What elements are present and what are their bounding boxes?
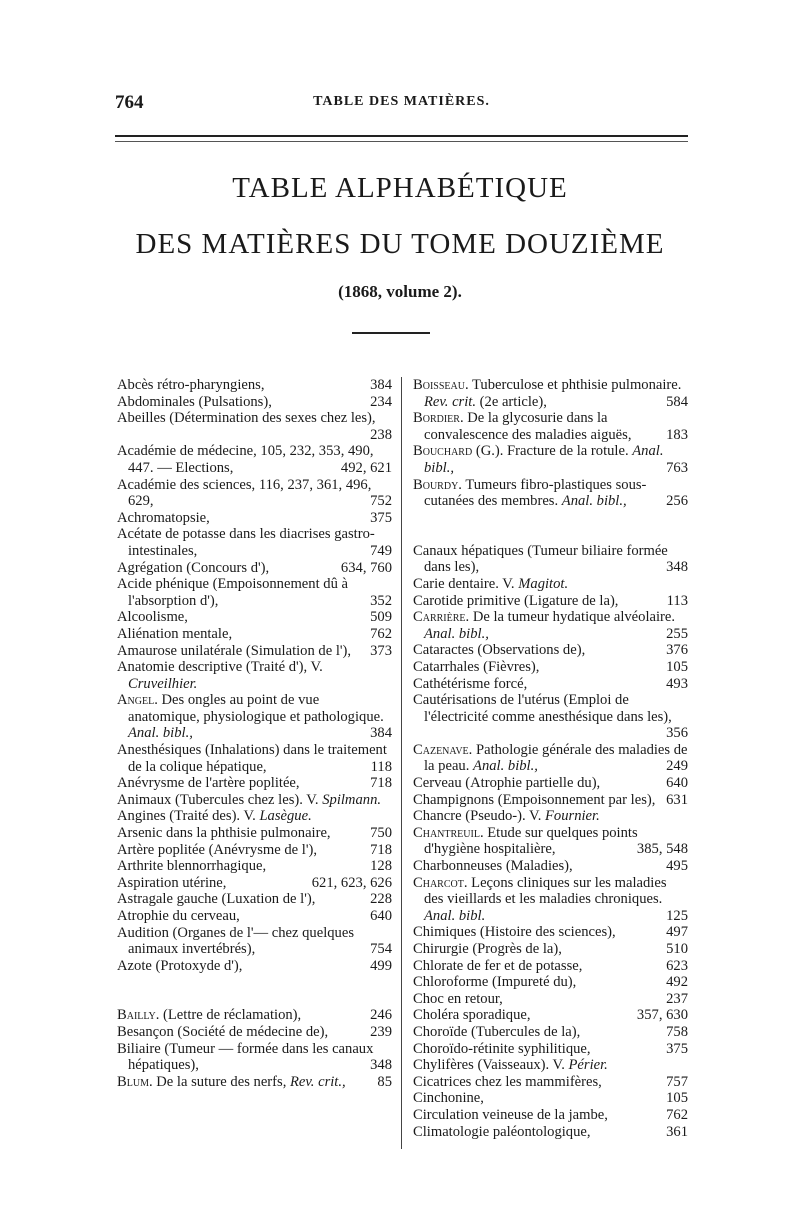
entry-pages: 105 bbox=[666, 658, 688, 675]
entry-pages: 118 bbox=[370, 758, 392, 775]
entry-text: Chlorate de fer et de potasse, bbox=[413, 957, 583, 974]
index-entry bbox=[413, 477, 688, 510]
entry-pages: 509 bbox=[370, 609, 392, 626]
entry-text: Arsenic dans la phthisie pulmonaire, bbox=[117, 825, 331, 842]
entry-pages: 228 bbox=[370, 891, 392, 908]
index-entry bbox=[413, 825, 688, 858]
entry-text: Abcès rétro-pharyngiens, bbox=[117, 377, 265, 393]
index-entry bbox=[413, 609, 688, 642]
index-entry bbox=[413, 941, 688, 958]
entry-pages: 125 bbox=[666, 907, 688, 924]
index-entry bbox=[117, 477, 392, 510]
index-entry bbox=[413, 1124, 688, 1141]
entry-text: Chancre (Pseudo-). V. bbox=[413, 808, 542, 825]
entry-pages: 238 bbox=[370, 426, 392, 443]
entry-pages: 357, 630 bbox=[636, 1007, 688, 1024]
entry-pages: 361 bbox=[666, 1123, 688, 1140]
entry-pages: 384 bbox=[370, 377, 392, 393]
entry-pages: 85 bbox=[377, 1073, 392, 1090]
author-name: Bailly. bbox=[117, 1007, 160, 1024]
index-entry bbox=[117, 526, 392, 559]
entry-pages: 105 bbox=[666, 1090, 688, 1107]
index-entry bbox=[117, 958, 392, 975]
index-entry bbox=[413, 924, 688, 941]
index-entry bbox=[413, 576, 688, 593]
entry-pages: 249 bbox=[666, 758, 688, 775]
entry-pages: 375 bbox=[666, 1040, 688, 1057]
entry-text: Cataractes (Observations de), bbox=[413, 642, 586, 659]
entry-reference: Rev. crit. bbox=[424, 393, 476, 410]
entry-pages: 495 bbox=[666, 858, 688, 875]
index-entry bbox=[117, 659, 392, 692]
entry-text: Acétate de potasse dans les diacrises gastro-intestinales, bbox=[117, 526, 375, 559]
entry-reference: Anal. bibl., bbox=[424, 625, 489, 642]
entry-text: Choc en retour, bbox=[413, 990, 503, 1007]
entry-text: Cautérisations de l'utérus (Emploi de l'électricité comme anesthésique dans les), bbox=[413, 692, 672, 725]
entry-text: (G.). Fracture de la rotule. bbox=[475, 443, 629, 460]
index-entry bbox=[117, 842, 392, 859]
entry-text: Chloroforme (Impureté du), bbox=[413, 974, 577, 991]
entry-text: Chirurgie (Progrès de la), bbox=[413, 941, 562, 957]
entry-pages: 376 bbox=[666, 642, 688, 659]
entry-text: Artère poplitée (Anévrysme de l'), bbox=[117, 841, 317, 858]
index-entry bbox=[413, 642, 688, 659]
entry-text: Aspiration utérine, bbox=[117, 874, 227, 891]
entry-reference: Anal. bibl., bbox=[128, 725, 193, 742]
index-entry bbox=[117, 792, 392, 809]
entry-text: Cinchonine, bbox=[413, 1090, 484, 1107]
entry-pages: 631 bbox=[666, 791, 688, 808]
entry-text: Carie dentaire. V. bbox=[413, 575, 515, 592]
entry-text: Cathétérisme forcé, bbox=[413, 675, 528, 692]
entry-reference: Anal. bibl., bbox=[473, 758, 538, 775]
entry-reference: Anal. bibl., bbox=[424, 443, 664, 476]
entry-pages: 113 bbox=[666, 592, 688, 609]
author-name: Bouchard bbox=[413, 443, 473, 460]
index-entry bbox=[413, 443, 688, 476]
entry-pages: 623 bbox=[666, 957, 688, 974]
entry-text: Achromatopsie, bbox=[117, 509, 210, 526]
entry-text: Anesthésiques (Inhalations) dans le traitement de la colique hépatique, bbox=[117, 742, 387, 775]
entry-text: Choléra sporadique, bbox=[413, 1007, 531, 1024]
index-entry bbox=[413, 377, 688, 410]
title-line-2: DES MATIÈRES DU TOME DOUZIÈME bbox=[135, 228, 665, 260]
entry-text: Etude sur quelques points d'hygiène hospitalière, bbox=[424, 824, 638, 858]
entry-text: Acide phénique (Empoisonnement dû à l'absorption d'), bbox=[117, 576, 349, 609]
index-entry bbox=[117, 626, 392, 643]
index-entry bbox=[413, 974, 688, 991]
index-entry bbox=[117, 825, 392, 842]
index-entry bbox=[413, 410, 688, 443]
entry-text: Aliénation mentale, bbox=[117, 625, 233, 642]
entry-pages: 750 bbox=[370, 825, 392, 842]
index-entry bbox=[117, 808, 392, 825]
index-entry bbox=[117, 576, 392, 609]
entry-reference: Périer. bbox=[568, 1057, 608, 1074]
index-entry bbox=[413, 742, 688, 775]
index-entry bbox=[413, 543, 688, 576]
entry-pages: 749 bbox=[370, 542, 392, 559]
index-column-left bbox=[117, 377, 392, 1090]
entry-pages: 492 bbox=[666, 974, 688, 991]
entry-pages: 348 bbox=[370, 1057, 392, 1074]
entry-pages: 234 bbox=[370, 393, 392, 410]
entry-text: Animaux (Tubercules chez les). V. bbox=[117, 791, 319, 808]
entry-text: Atrophie du cerveau, bbox=[117, 908, 240, 924]
author-name: Bourdy. bbox=[413, 476, 462, 493]
entry-text: Cerveau (Atrophie partielle du), bbox=[413, 775, 601, 792]
entry-text: Tumeurs fibro-plastiques sous-cutanées des membres. bbox=[424, 476, 647, 510]
entry-reference: Fournier. bbox=[545, 808, 600, 825]
index-entry bbox=[117, 891, 392, 908]
entry-text: Des ongles au point de vue anatomique, physiologique et pathologique. bbox=[128, 692, 384, 725]
entry-pages: 356 bbox=[666, 725, 688, 742]
entry-pages: 497 bbox=[666, 924, 688, 941]
entry-text: De la tumeur hydatique alvéolaire. bbox=[472, 609, 676, 626]
entry-text: Cicatrices chez les mammifères, bbox=[413, 1073, 602, 1090]
entry-text: De la glycosurie dans la convalescence des maladies aiguës, bbox=[424, 410, 632, 443]
entry-text: Amaurose unilatérale (Simulation de l'), bbox=[117, 642, 352, 659]
column-divider bbox=[401, 377, 402, 1149]
author-name: Charcot. bbox=[413, 874, 468, 891]
page-number: 764 bbox=[115, 92, 144, 113]
header-rule bbox=[115, 135, 688, 142]
entry-pages: 384 bbox=[370, 725, 392, 742]
entry-pages: 762 bbox=[666, 1106, 688, 1123]
index-entry bbox=[413, 858, 688, 875]
index-entry bbox=[413, 775, 688, 792]
index-entry bbox=[117, 643, 392, 660]
entry-reference: Spilmann. bbox=[322, 791, 382, 808]
entry-pages: 763 bbox=[666, 459, 688, 476]
index-entry bbox=[117, 875, 392, 892]
index-entry bbox=[117, 443, 392, 476]
entry-pages: 640 bbox=[666, 775, 688, 792]
author-name: Chantreuil. bbox=[413, 824, 484, 841]
entry-pages: 762 bbox=[370, 625, 392, 642]
index-entry bbox=[117, 1074, 392, 1091]
running-title: TABLE DES MATIÈRES. bbox=[313, 94, 490, 109]
index-entry bbox=[413, 1041, 688, 1058]
index-entry bbox=[413, 991, 688, 1008]
index-entry bbox=[117, 775, 392, 792]
entry-text: Arthrite blennorrhagique, bbox=[117, 858, 267, 875]
entry-text: Abdominales (Pulsations), bbox=[117, 393, 272, 410]
author-name: Cazenave. bbox=[413, 741, 473, 758]
index-entry bbox=[413, 659, 688, 676]
entry-pages: 493 bbox=[666, 675, 688, 692]
entry-pages: 752 bbox=[370, 493, 392, 510]
author-name: Angel. bbox=[117, 692, 158, 709]
entry-pages: 757 bbox=[666, 1073, 688, 1090]
entry-pages: 239 bbox=[370, 1023, 392, 1040]
entry-text: Chylifères (Vaisseaux). V. bbox=[413, 1057, 565, 1074]
entry-pages: 718 bbox=[370, 775, 392, 792]
entry-text: Choroïdo-rétinite syphilitique, bbox=[413, 1040, 591, 1057]
index-entry bbox=[413, 1074, 688, 1091]
index-entry bbox=[413, 1024, 688, 1041]
index-entry bbox=[117, 510, 392, 527]
index-entry bbox=[413, 1090, 688, 1107]
entry-pages: 634, 760 bbox=[340, 559, 392, 576]
entry-pages: 183 bbox=[666, 426, 688, 443]
entry-text: Académie des sciences, 116, 237, 361, 496, 629, bbox=[117, 476, 372, 510]
entry-text: Biliaire (Tumeur — formée dans les canaux hépatiques), bbox=[117, 1040, 374, 1074]
running-head bbox=[115, 92, 688, 116]
entry-reference: Lasègue. bbox=[259, 808, 312, 825]
index-entry bbox=[413, 792, 688, 809]
index-entry bbox=[413, 1007, 688, 1024]
entry-pages: 640 bbox=[370, 908, 392, 924]
entry-pages: 499 bbox=[370, 957, 392, 974]
index-entry bbox=[117, 410, 392, 443]
entry-pages: 352 bbox=[370, 592, 392, 609]
entry-reference: Magitot. bbox=[518, 575, 569, 592]
entry-pages: 510 bbox=[666, 941, 688, 957]
index-entry bbox=[117, 858, 392, 875]
entry-pages: 492, 621 bbox=[340, 459, 392, 476]
entry-text: Anévrysme de l'artère poplitée, bbox=[117, 775, 300, 792]
index-entry bbox=[413, 1107, 688, 1124]
entry-pages: 256 bbox=[666, 493, 688, 510]
index-entry bbox=[117, 394, 392, 411]
entry-text: Charbonneuses (Maladies), bbox=[413, 858, 573, 875]
entry-extra: (2e article), bbox=[479, 393, 547, 410]
entry-pages: 621, 623, 626 bbox=[311, 874, 392, 891]
entry-text: Académie de médecine, 105, 232, 353, 490, 447. — Elections, bbox=[117, 443, 374, 476]
entry-text: Agrégation (Concours d'), bbox=[117, 559, 270, 576]
index-entry bbox=[413, 808, 688, 825]
index-entry bbox=[117, 609, 392, 626]
entry-pages: 246 bbox=[370, 1007, 392, 1024]
author-name: Bordier. bbox=[413, 410, 464, 427]
entry-reference: Anal. bibl., bbox=[561, 493, 627, 510]
entry-reference: Cruveilhier. bbox=[128, 675, 198, 692]
title-divider bbox=[352, 332, 430, 334]
index-column-right bbox=[413, 377, 688, 1140]
index-entry bbox=[117, 742, 392, 775]
entry-pages: 754 bbox=[370, 941, 392, 958]
entry-text: Anatomie descriptive (Traité d'), V. bbox=[117, 659, 323, 676]
index-entry bbox=[117, 1041, 392, 1074]
index-entry bbox=[117, 377, 392, 394]
author-name: Boisseau. bbox=[413, 377, 469, 393]
entry-text: Audition (Organes de l'— chez quelques animaux invertébrés), bbox=[117, 924, 355, 958]
entry-text: Alcoolisme, bbox=[117, 609, 188, 626]
entry-text: Catarrhales (Fièvres), bbox=[413, 658, 540, 675]
author-name: Carrière. bbox=[413, 609, 470, 626]
index-entry bbox=[413, 875, 688, 925]
index-entry bbox=[117, 925, 392, 958]
entry-text: Carotide primitive (Ligature de la), bbox=[413, 592, 619, 609]
entry-pages: 373 bbox=[370, 642, 392, 659]
entry-text: Chimiques (Histoire des sciences), bbox=[413, 924, 616, 941]
entry-pages: 758 bbox=[666, 1023, 688, 1040]
entry-text: Champignons (Empoisonnement par les), bbox=[413, 791, 656, 808]
entry-text: Angines (Traité des). V. bbox=[117, 808, 256, 825]
entry-text: Pathologie générale des maladies de la peau. bbox=[424, 741, 688, 775]
entry-text: Leçons cliniques sur les maladies des vieillards et les maladies chroniques. bbox=[424, 874, 667, 908]
entry-text: (Lettre de réclamation), bbox=[163, 1007, 302, 1024]
entry-pages: 584 bbox=[666, 393, 688, 410]
entry-reference: Rev. crit., bbox=[290, 1073, 346, 1090]
entry-reference: Anal. bibl. bbox=[424, 907, 486, 924]
entry-text: Tuberculose et phthisie pulmonaire. bbox=[472, 377, 682, 393]
entry-text: Choroïde (Tubercules de la), bbox=[413, 1023, 581, 1040]
entry-pages: 385, 548 bbox=[636, 841, 688, 858]
entry-text: Abeilles (Détermination des sexes chez les), bbox=[117, 410, 376, 427]
entry-text: Astragale gauche (Luxation de l'), bbox=[117, 891, 316, 908]
entry-pages: 128 bbox=[370, 858, 392, 875]
index-entry bbox=[117, 1007, 392, 1024]
entry-pages: 348 bbox=[666, 559, 688, 576]
entry-text: Climatologie paléontologique, bbox=[413, 1123, 591, 1140]
author-name: Blum. bbox=[117, 1073, 153, 1090]
index-entry bbox=[117, 908, 392, 925]
title-line-1: TABLE ALPHABÉTIQUE bbox=[232, 172, 568, 204]
index-entry bbox=[117, 1024, 392, 1041]
entry-pages: 375 bbox=[370, 509, 392, 526]
entry-pages: 237 bbox=[666, 990, 688, 1007]
entry-pages: 718 bbox=[370, 841, 392, 858]
entry-text: Besançon (Société de médecine de), bbox=[117, 1023, 329, 1040]
index-entry bbox=[413, 676, 688, 693]
index-entry bbox=[413, 692, 688, 742]
index-entry bbox=[117, 692, 392, 742]
index-entry bbox=[413, 1057, 688, 1074]
index-entry bbox=[413, 958, 688, 975]
entry-text: De la suture des nerfs, bbox=[156, 1073, 287, 1090]
entry-text: Canaux hépatiques (Tumeur biliaire formée dans les), bbox=[413, 542, 668, 576]
entry-text: Azote (Protoxyde d'), bbox=[117, 957, 243, 974]
index-entry bbox=[117, 560, 392, 577]
index-entry bbox=[413, 593, 688, 610]
subtitle: (1868, volume 2). bbox=[338, 282, 462, 301]
entry-pages: 255 bbox=[666, 625, 688, 642]
entry-text: Circulation veineuse de la jambe, bbox=[413, 1106, 608, 1123]
